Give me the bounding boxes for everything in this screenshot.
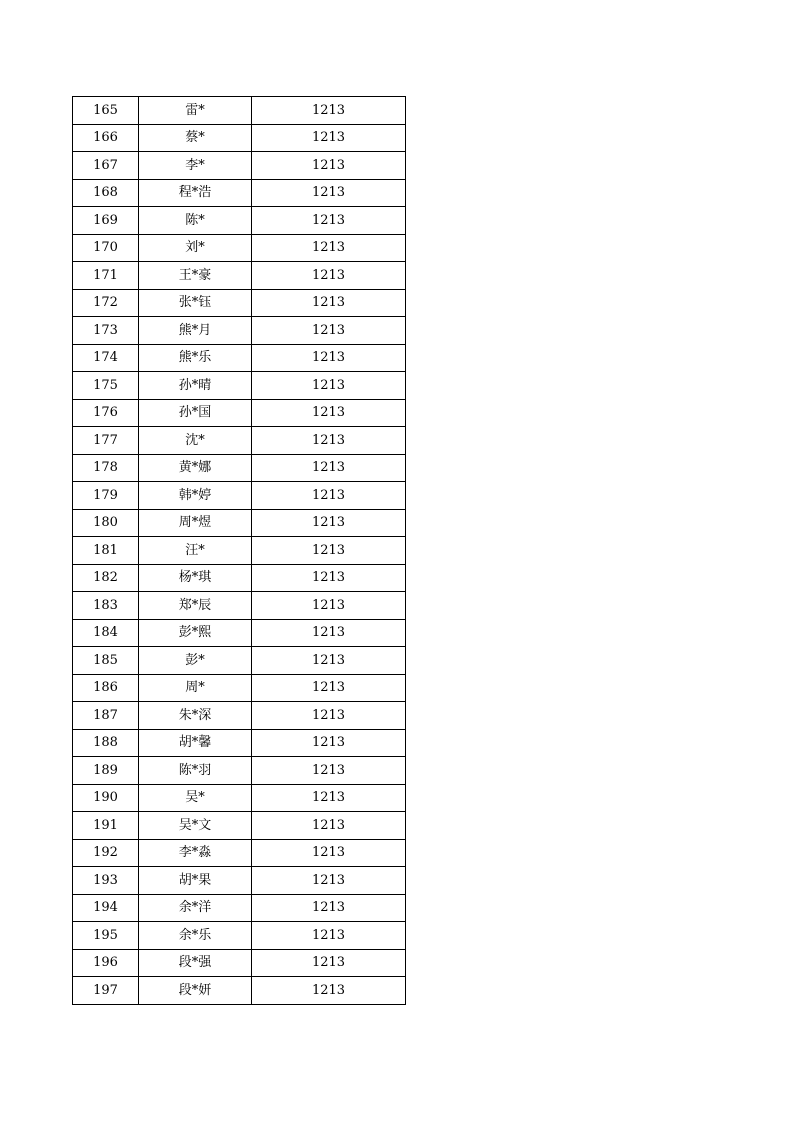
name-cell: 杨*琪: [139, 564, 252, 592]
value-cell: 1213: [252, 427, 406, 455]
value-cell: 1213: [252, 757, 406, 785]
table-row: [73, 949, 406, 977]
name-cell: 余*乐: [139, 922, 252, 950]
row-number-cell: 184: [73, 619, 139, 647]
value-cell: 1213: [252, 399, 406, 427]
value-cell: 1213: [252, 179, 406, 207]
value-cell: 1213: [252, 97, 406, 125]
table-row: [73, 592, 406, 620]
row-number-cell: 191: [73, 812, 139, 840]
value-cell: 1213: [252, 784, 406, 812]
table-row: [73, 537, 406, 565]
row-number-cell: 171: [73, 262, 139, 290]
row-number-cell: 174: [73, 344, 139, 372]
table-row: [73, 784, 406, 812]
table-row: [73, 207, 406, 235]
name-cell: 熊*月: [139, 317, 252, 345]
table-row: [73, 482, 406, 510]
value-cell: 1213: [252, 509, 406, 537]
value-cell: 1213: [252, 344, 406, 372]
row-number-cell: 189: [73, 757, 139, 785]
data-table: [72, 96, 406, 1005]
name-cell: 余*洋: [139, 894, 252, 922]
name-cell: 胡*馨: [139, 729, 252, 757]
name-cell: 韩*婷: [139, 482, 252, 510]
table-row: [73, 179, 406, 207]
table-body: [73, 97, 406, 1005]
value-cell: 1213: [252, 207, 406, 235]
row-number-cell: 175: [73, 372, 139, 400]
table-row: [73, 674, 406, 702]
value-cell: 1213: [252, 647, 406, 675]
value-cell: 1213: [252, 977, 406, 1005]
value-cell: 1213: [252, 619, 406, 647]
table-row: [73, 977, 406, 1005]
row-number-cell: 172: [73, 289, 139, 317]
value-cell: 1213: [252, 317, 406, 345]
name-cell: 段*强: [139, 949, 252, 977]
row-number-cell: 181: [73, 537, 139, 565]
name-cell: 彭*熙: [139, 619, 252, 647]
name-cell: 吴*: [139, 784, 252, 812]
name-cell: 刘*: [139, 234, 252, 262]
row-number-cell: 197: [73, 977, 139, 1005]
value-cell: 1213: [252, 922, 406, 950]
value-cell: 1213: [252, 564, 406, 592]
table-row: [73, 344, 406, 372]
table-row: [73, 757, 406, 785]
name-cell: 孙*晴: [139, 372, 252, 400]
value-cell: 1213: [252, 124, 406, 152]
table-row: [73, 564, 406, 592]
table-row: [73, 124, 406, 152]
table-row: [73, 262, 406, 290]
name-cell: 陈*羽: [139, 757, 252, 785]
name-cell: 张*钰: [139, 289, 252, 317]
table-row: [73, 619, 406, 647]
name-cell: 黄*娜: [139, 454, 252, 482]
name-cell: 周*: [139, 674, 252, 702]
row-number-cell: 180: [73, 509, 139, 537]
table-row: [73, 97, 406, 125]
row-number-cell: 168: [73, 179, 139, 207]
name-cell: 胡*果: [139, 867, 252, 895]
value-cell: 1213: [252, 454, 406, 482]
table-row: [73, 647, 406, 675]
name-cell: 彭*: [139, 647, 252, 675]
row-number-cell: 176: [73, 399, 139, 427]
row-number-cell: 186: [73, 674, 139, 702]
name-cell: 程*浩: [139, 179, 252, 207]
table-row: [73, 509, 406, 537]
value-cell: 1213: [252, 289, 406, 317]
row-number-cell: 167: [73, 152, 139, 180]
value-cell: 1213: [252, 702, 406, 730]
value-cell: 1213: [252, 234, 406, 262]
name-cell: 周*煜: [139, 509, 252, 537]
value-cell: 1213: [252, 674, 406, 702]
name-cell: 熊*乐: [139, 344, 252, 372]
row-number-cell: 183: [73, 592, 139, 620]
name-cell: 孙*国: [139, 399, 252, 427]
name-cell: 朱*深: [139, 702, 252, 730]
table-row: [73, 839, 406, 867]
row-number-cell: 173: [73, 317, 139, 345]
row-number-cell: 169: [73, 207, 139, 235]
table-row: [73, 812, 406, 840]
value-cell: 1213: [252, 482, 406, 510]
value-cell: 1213: [252, 894, 406, 922]
value-cell: 1213: [252, 949, 406, 977]
value-cell: 1213: [252, 812, 406, 840]
table-row: [73, 427, 406, 455]
value-cell: 1213: [252, 262, 406, 290]
name-cell: 郑*辰: [139, 592, 252, 620]
table-row: [73, 867, 406, 895]
value-cell: 1213: [252, 372, 406, 400]
row-number-cell: 194: [73, 894, 139, 922]
table-row: [73, 729, 406, 757]
row-number-cell: 195: [73, 922, 139, 950]
name-cell: 雷*: [139, 97, 252, 125]
row-number-cell: 190: [73, 784, 139, 812]
row-number-cell: 196: [73, 949, 139, 977]
name-cell: 汪*: [139, 537, 252, 565]
name-cell: 李*淼: [139, 839, 252, 867]
table-row: [73, 317, 406, 345]
row-number-cell: 166: [73, 124, 139, 152]
value-cell: 1213: [252, 592, 406, 620]
name-cell: 沈*: [139, 427, 252, 455]
row-number-cell: 177: [73, 427, 139, 455]
row-number-cell: 182: [73, 564, 139, 592]
row-number-cell: 193: [73, 867, 139, 895]
name-cell: 陈*: [139, 207, 252, 235]
row-number-cell: 179: [73, 482, 139, 510]
row-number-cell: 187: [73, 702, 139, 730]
table-row: [73, 702, 406, 730]
table-row: [73, 399, 406, 427]
table-row: [73, 289, 406, 317]
table-row: [73, 234, 406, 262]
value-cell: 1213: [252, 839, 406, 867]
table-row: [73, 454, 406, 482]
table-row: [73, 922, 406, 950]
row-number-cell: 165: [73, 97, 139, 125]
table-row: [73, 152, 406, 180]
name-cell: 王*豪: [139, 262, 252, 290]
row-number-cell: 170: [73, 234, 139, 262]
name-cell: 吴*文: [139, 812, 252, 840]
name-cell: 段*妍: [139, 977, 252, 1005]
row-number-cell: 185: [73, 647, 139, 675]
value-cell: 1213: [252, 152, 406, 180]
name-cell: 蔡*: [139, 124, 252, 152]
row-number-cell: 192: [73, 839, 139, 867]
row-number-cell: 178: [73, 454, 139, 482]
value-cell: 1213: [252, 729, 406, 757]
table-row: [73, 894, 406, 922]
table-row: [73, 372, 406, 400]
row-number-cell: 188: [73, 729, 139, 757]
name-cell: 李*: [139, 152, 252, 180]
value-cell: 1213: [252, 867, 406, 895]
value-cell: 1213: [252, 537, 406, 565]
